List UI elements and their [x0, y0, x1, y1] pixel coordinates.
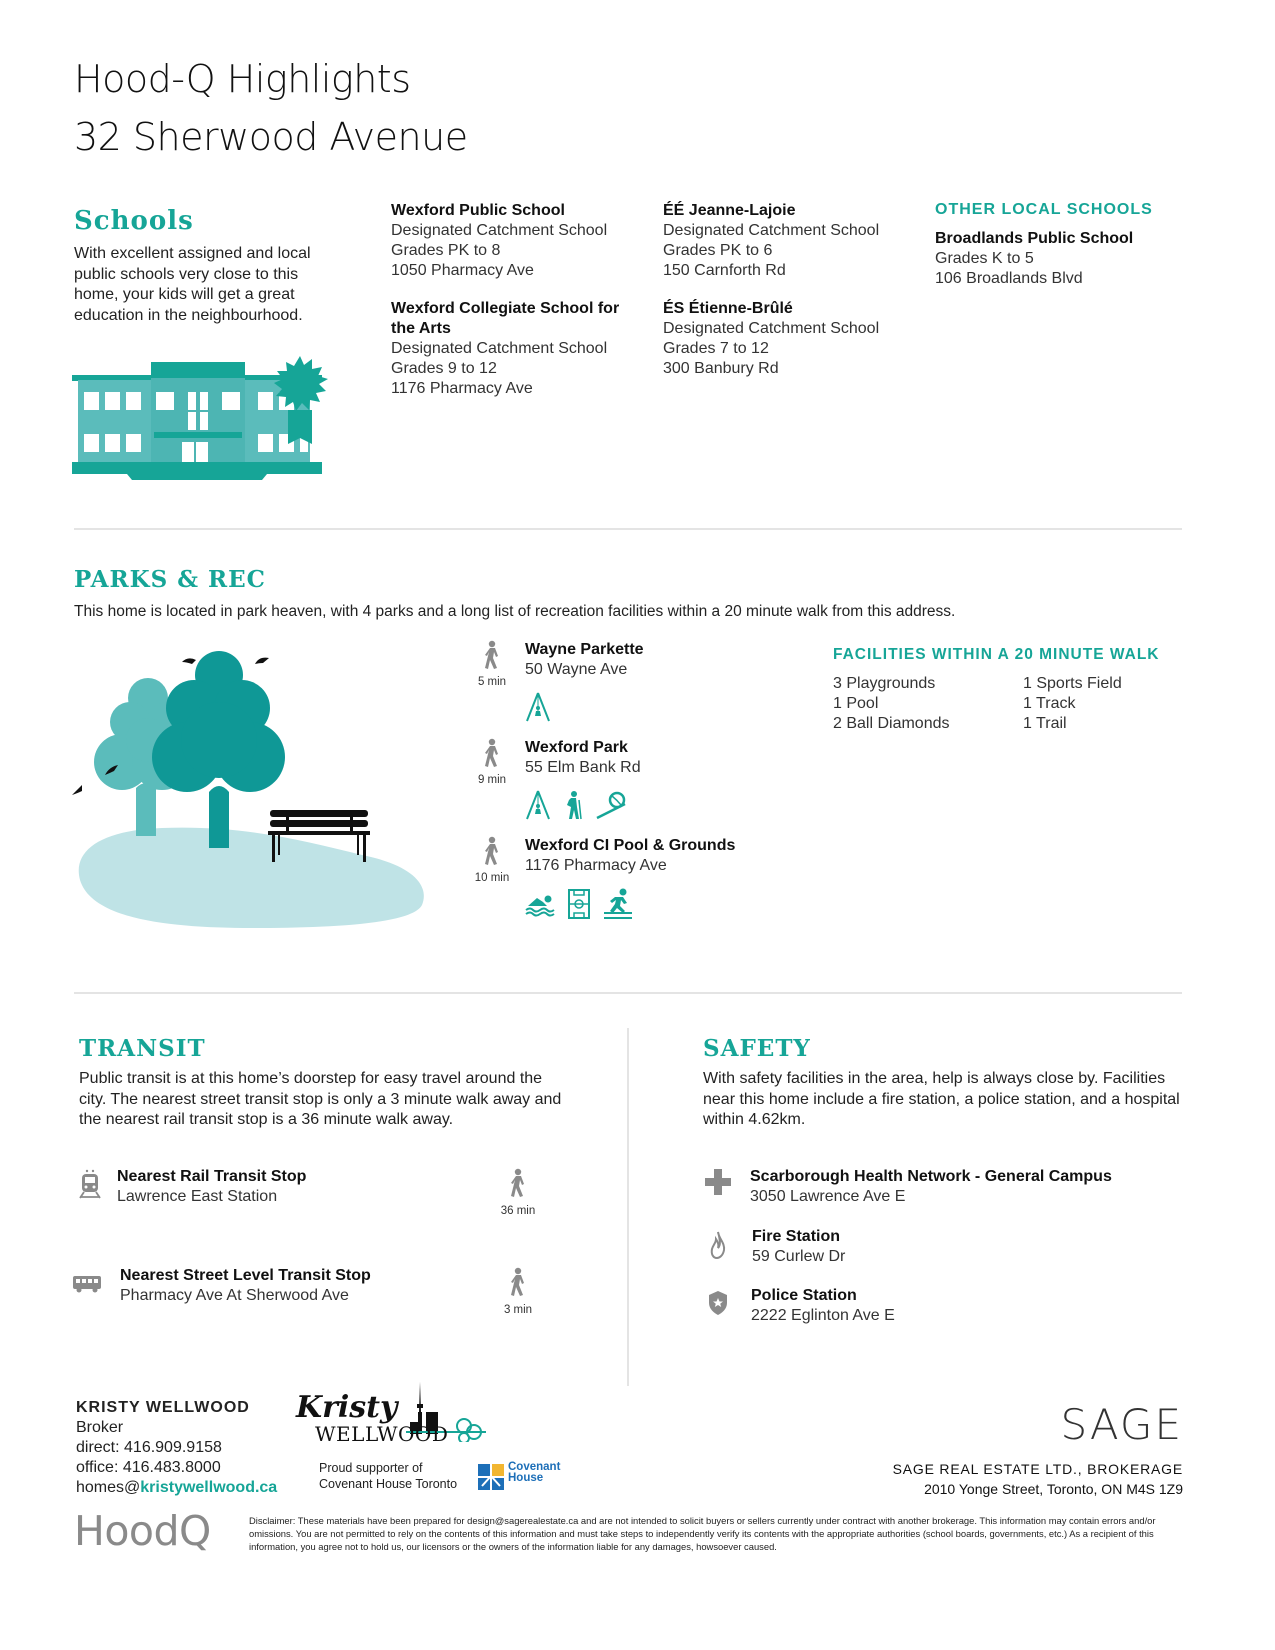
sports-field-icon: [567, 888, 591, 920]
school-type: Designated Catchment School: [391, 222, 608, 239]
playground-icon: [525, 790, 551, 820]
facility-item: 1 Trail: [1023, 715, 1067, 732]
logo-caps: WELLWOOD: [315, 1422, 449, 1446]
school-name: ÉÉ Jeanne-Lajoie: [663, 202, 796, 219]
covenant-house-logo: [478, 1461, 578, 1494]
walking-person-icon: [508, 1167, 528, 1199]
schools-heading: Schools: [74, 206, 194, 236]
school-name: ÉS Étienne-Brûlé: [663, 300, 793, 317]
school-grades: Grades K to 5: [935, 250, 1034, 267]
school-grades: Grades 7 to 12: [663, 340, 769, 357]
walking-person-icon: [508, 1266, 528, 1298]
agent-direct-phone[interactable]: direct: 416.909.9158: [76, 1439, 222, 1456]
transit-stop-street: [72, 1266, 599, 1326]
brokerage-name: SAGE REAL ESTATE LTD., BROKERAGE: [892, 1461, 1183, 1477]
safety-label: Fire Station: [752, 1228, 841, 1245]
park-amenities: [525, 692, 785, 722]
school-card-etienne-brule: [663, 299, 913, 379]
transit-heading: TRANSIT: [79, 1035, 206, 1062]
bus-icon: [72, 1274, 102, 1294]
school-grades: Grades 9 to 12: [391, 360, 497, 377]
trail-icon: [563, 790, 583, 820]
brokerage-address: 2010 Yonge Street, Toronto, ON M4S 1Z9: [924, 1481, 1183, 1497]
park-name: Wayne Parkette: [525, 641, 644, 658]
pool-icon: [525, 888, 555, 918]
section-divider: [74, 992, 1182, 994]
school-address: 1050 Pharmacy Ave: [391, 262, 534, 279]
covenant-house-mark-icon: [478, 1464, 505, 1492]
agent-name: KRISTY WELLWOOD: [76, 1399, 250, 1416]
school-card-broadlands: [935, 229, 1185, 289]
sage-logo: SAGE: [1060, 1400, 1183, 1449]
safety-heading: SAFETY: [703, 1035, 811, 1062]
facility-item: 1 Sports Field: [1023, 675, 1122, 692]
school-name: Broadlands Public School: [935, 230, 1134, 247]
transit-stop-label: Nearest Rail Transit Stop: [117, 1168, 307, 1185]
walk-time: [496, 1167, 540, 1217]
train-icon: [79, 1169, 101, 1199]
school-type: Designated Catchment School: [391, 340, 608, 357]
school-card-wexford-public: [391, 201, 641, 281]
walk-minutes: 9 min: [477, 774, 507, 786]
park-illustration: [72, 650, 432, 930]
schools-description: With excellent assigned and local public schools very close to this home, your kids will get a great education in the neighbourhood.: [74, 245, 311, 324]
parks-description: This home is located in park heaven, with 4 parks and a long list of recreation facilities within a 20 minute walk from this address.: [74, 603, 956, 620]
park-ground: [79, 828, 424, 928]
walk-time: [496, 1266, 540, 1316]
column-divider: [627, 1028, 629, 1386]
title-line-2: 32 Sherwood Avenue: [74, 115, 468, 159]
other-schools-heading: OTHER LOCAL SCHOOLS: [935, 201, 1153, 218]
school-name: Wexford Collegiate School for the Arts: [391, 300, 620, 337]
school-name: Wexford Public School: [391, 202, 565, 219]
school-card-wexford-collegiate: [391, 299, 621, 399]
school-type: Designated Catchment School: [663, 320, 880, 337]
disclaimer-text: Disclaimer: These materials have been prepared for design@sagerealestate.ca and are not intended to solicit buyers or sellers currently under contract with another brokerage. This information may contain errors and/or omissions. You are not permitted to rely on the contents of this information and must take steps to independently verify its contents with the appropriate authorities (school boards, governments, etc.) As a recipient of this information, you agree not to hold us, our licensors or the owners of the information liable for any damages, howsoever caused.: [249, 1515, 1156, 1552]
email-user: homes@: [76, 1479, 141, 1496]
school-type: Designated Catchment School: [663, 222, 880, 239]
walk-minutes: 36 min: [500, 1205, 536, 1217]
facilities-heading: FACILITIES WITHIN A 20 MINUTE WALK: [833, 646, 1160, 663]
supporter-line-1: Proud supporter of: [319, 1461, 423, 1475]
supporter-text: [319, 1460, 457, 1492]
walk-minutes: 3 min: [503, 1304, 533, 1316]
transit-stop-label: Nearest Street Level Transit Stop: [120, 1267, 371, 1284]
school-address: 300 Banbury Rd: [663, 360, 779, 377]
transit-stop-name: Lawrence East Station: [117, 1188, 278, 1205]
transit-stop-rail: [79, 1167, 599, 1227]
covenant-line-2: House: [508, 1472, 544, 1484]
school-grades: Grades PK to 8: [391, 242, 501, 259]
facility-item: 1 Pool: [833, 695, 879, 712]
safety-address: 59 Curlew Dr: [752, 1248, 846, 1265]
school-grades: Grades PK to 6: [663, 242, 773, 259]
ball-diamond-icon: [595, 790, 627, 820]
safety-label: Police Station: [751, 1287, 857, 1304]
email-domain: kristywellwood.ca: [140, 1479, 278, 1496]
walk-time: [470, 640, 514, 688]
park-address: 50 Wayne Ave: [525, 661, 628, 678]
park-amenities: [525, 790, 785, 820]
park-address: 1176 Pharmacy Ave: [525, 857, 667, 874]
park-address: 55 Elm Bank Rd: [525, 759, 641, 776]
walk-time: [470, 836, 514, 884]
kristy-wellwood-logo: [296, 1382, 496, 1452]
facilities-list: [833, 674, 1183, 734]
agent-contact: [76, 1398, 316, 1498]
agent-email[interactable]: [76, 1478, 316, 1498]
covenant-line-1: Covenant: [508, 1461, 561, 1473]
large-tree-icon: [152, 651, 285, 848]
section-divider: [74, 528, 1182, 530]
supporter-line-2: Covenant House Toronto: [319, 1477, 458, 1491]
school-address: 106 Broadlands Blvd: [935, 270, 1083, 287]
transit-stop-name: Pharmacy Ave At Sherwood Ave: [120, 1287, 349, 1304]
agent-office-phone[interactable]: office: 416.483.8000: [76, 1459, 221, 1476]
track-icon: [603, 888, 633, 920]
safety-address: 2222 Eglinton Ave E: [751, 1307, 895, 1324]
logo-script: Kristy: [296, 1390, 398, 1425]
hoodq-logo: HoodQ: [74, 1507, 211, 1555]
transit-description: Public transit is at this home’s doorstep for easy travel around the city. The nearest street transit stop is only a 3 minute walk away and the nearest rail transit stop is a 36 minute walk away.: [79, 1070, 562, 1128]
walking-person-icon: [482, 836, 502, 866]
walk-time: [470, 738, 514, 786]
school-card-jeanne-lajoie: [663, 201, 913, 281]
school-address: 1176 Pharmacy Ave: [391, 380, 533, 397]
police-badge-icon: [708, 1290, 728, 1316]
park-name: Wexford CI Pool & Grounds: [525, 837, 736, 854]
facility-item: 1 Track: [1023, 695, 1076, 712]
park-amenities: [525, 888, 805, 920]
walk-minutes: 5 min: [477, 676, 507, 688]
parks-heading: PARKS & REC: [74, 566, 266, 593]
facility-item: 3 Playgrounds: [833, 675, 936, 692]
facility-item: 2 Ball Diamonds: [833, 715, 950, 732]
safety-description: With safety facilities in the area, help is always close by. Facilities near this home include a fire station, a police station, and a hospital within 4.62km.: [703, 1070, 1180, 1128]
park-name: Wexford Park: [525, 739, 628, 756]
flame-icon: [709, 1231, 727, 1259]
covenant-house-wordmark: [508, 1462, 560, 1484]
page-title: [74, 50, 468, 166]
safety-label: Scarborough Health Network - General Campus: [750, 1168, 1112, 1185]
school-building-icon: [72, 352, 342, 482]
safety-address: 3050 Lawrence Ave E: [750, 1188, 906, 1205]
walking-person-icon: [482, 640, 502, 670]
school-address: 150 Carnforth Rd: [663, 262, 786, 279]
title-line-1: Hood-Q Highlights: [74, 57, 411, 101]
walking-person-icon: [482, 738, 502, 768]
agent-title: Broker: [76, 1419, 124, 1436]
hospital-cross-icon: [705, 1169, 731, 1195]
playground-icon: [525, 692, 551, 722]
walk-minutes: 10 min: [474, 872, 510, 884]
brokerage-info: [893, 1459, 1183, 1499]
